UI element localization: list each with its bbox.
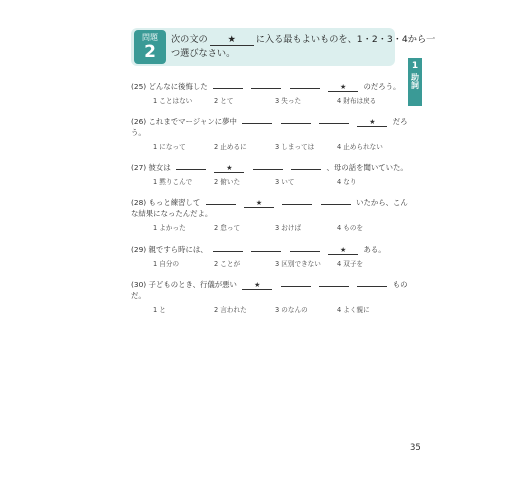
- question-number: (26): [131, 117, 147, 126]
- question-number: (28): [131, 198, 147, 207]
- answer-blank: [253, 161, 283, 170]
- option-3[interactable]: 3 のなんの: [275, 306, 308, 314]
- star-blank: ★: [328, 83, 358, 92]
- options-row: [131, 222, 408, 234]
- answer-blank: [281, 115, 311, 124]
- option-1[interactable]: 1 と: [153, 306, 166, 314]
- option-4[interactable]: 4 よく親に: [337, 306, 370, 314]
- question-suffix: ある。: [363, 245, 386, 254]
- star-blank: ★: [214, 164, 244, 173]
- question-prefix: 子どものとき、行儀が悪い: [148, 280, 237, 289]
- question-30: [131, 278, 408, 316]
- answer-blank: [319, 278, 349, 287]
- question-suffix: いたから、こん: [356, 198, 408, 207]
- question-number: (25): [131, 82, 147, 91]
- option-2[interactable]: 2 俯いた: [214, 178, 241, 186]
- answer-blank: [290, 80, 320, 89]
- question-prefix: 親ですら時には、: [148, 245, 208, 254]
- answer-blank: [251, 80, 281, 89]
- chapter-label: 助詞: [410, 73, 420, 89]
- option-1[interactable]: 1 ことはない: [153, 97, 193, 105]
- chapter-number: 1: [411, 61, 419, 71]
- option-4[interactable]: 4 双子を: [337, 260, 364, 268]
- mondai-label: 問題: [142, 33, 158, 42]
- answer-blank: [251, 243, 281, 252]
- question-prefix: 彼女は: [148, 163, 171, 172]
- option-3[interactable]: 3 区別できない: [275, 260, 321, 268]
- option-3[interactable]: 3 いて: [275, 178, 295, 186]
- answer-blank: [282, 196, 312, 205]
- option-2[interactable]: 2 言われた: [214, 306, 247, 314]
- option-4[interactable]: 4 止められない: [337, 143, 383, 151]
- question-27: [131, 161, 408, 188]
- option-2[interactable]: 2 止めるに: [214, 143, 247, 151]
- option-2[interactable]: 2 怠って: [214, 224, 241, 232]
- option-1[interactable]: 1 になって: [153, 143, 186, 151]
- question-number: (27): [131, 163, 147, 172]
- option-1[interactable]: 1 よかった: [153, 224, 186, 232]
- answer-blank: [321, 196, 351, 205]
- options-row: [131, 304, 408, 316]
- option-4[interactable]: 4 ものを: [337, 224, 364, 232]
- option-4[interactable]: 4 財布は戻る: [337, 97, 377, 105]
- options-row: [131, 141, 408, 153]
- star-blank: ★: [242, 281, 272, 290]
- question-suffix: のだろう。: [363, 82, 401, 91]
- answer-blank: [242, 115, 272, 124]
- instruction-part2: に入る最もよいものを、1・2・3・4から一: [255, 34, 436, 45]
- option-3[interactable]: 3 しまっては: [275, 143, 315, 151]
- question-suffix: もの: [392, 280, 408, 289]
- answer-blank: [291, 161, 321, 170]
- chapter-tab[interactable]: [408, 58, 422, 106]
- answer-blank: [206, 196, 236, 205]
- option-1[interactable]: 1 黙りこんで: [153, 178, 193, 186]
- instruction-text: [171, 33, 436, 61]
- option-1[interactable]: 1 自分の: [153, 260, 180, 268]
- star-blank: ★: [328, 246, 358, 255]
- question-prefix: どんなに後悔した: [148, 82, 208, 91]
- question-prefix: これまでマージャンに夢中: [148, 117, 237, 126]
- answer-blank: [213, 243, 243, 252]
- question-25: [131, 80, 400, 107]
- star-blank: ★: [357, 118, 387, 127]
- mondai-number: 2: [144, 42, 156, 62]
- page-number: 35: [410, 443, 421, 453]
- answer-blank: [290, 243, 320, 252]
- answer-blank: [357, 278, 387, 287]
- question-prefix: もっと練習して: [148, 198, 201, 207]
- question-26: [131, 115, 408, 153]
- answer-blank: [176, 161, 206, 170]
- question-29: [131, 243, 386, 270]
- star-blank: ★: [244, 199, 274, 208]
- question-suffix: 、母の話を聞いていた。: [326, 163, 408, 172]
- question-continuation: う。: [131, 128, 146, 137]
- instruction-part1: 次の文の: [171, 34, 208, 45]
- star-blank-example: ★: [210, 35, 254, 46]
- options-row: [131, 176, 408, 188]
- question-continuation: だ。: [131, 291, 146, 300]
- instruction-line2: つ選びなさい。: [171, 48, 236, 59]
- option-3[interactable]: 3 おけば: [275, 224, 302, 232]
- mondai-badge: [134, 30, 166, 64]
- options-row: [131, 95, 400, 107]
- answer-blank: [281, 278, 311, 287]
- question-number: (30): [131, 280, 147, 289]
- answer-blank: [213, 80, 243, 89]
- question-suffix: だろ: [392, 117, 408, 126]
- option-2[interactable]: 2 ことが: [214, 260, 241, 268]
- option-3[interactable]: 3 失った: [275, 97, 302, 105]
- options-row: [131, 258, 386, 270]
- question-28: [131, 196, 408, 234]
- question-continuation: な結果になったんだよ。: [131, 209, 213, 218]
- option-2[interactable]: 2 とて: [214, 97, 234, 105]
- question-number: (29): [131, 245, 147, 254]
- answer-blank: [319, 115, 349, 124]
- option-4[interactable]: 4 なり: [337, 178, 357, 186]
